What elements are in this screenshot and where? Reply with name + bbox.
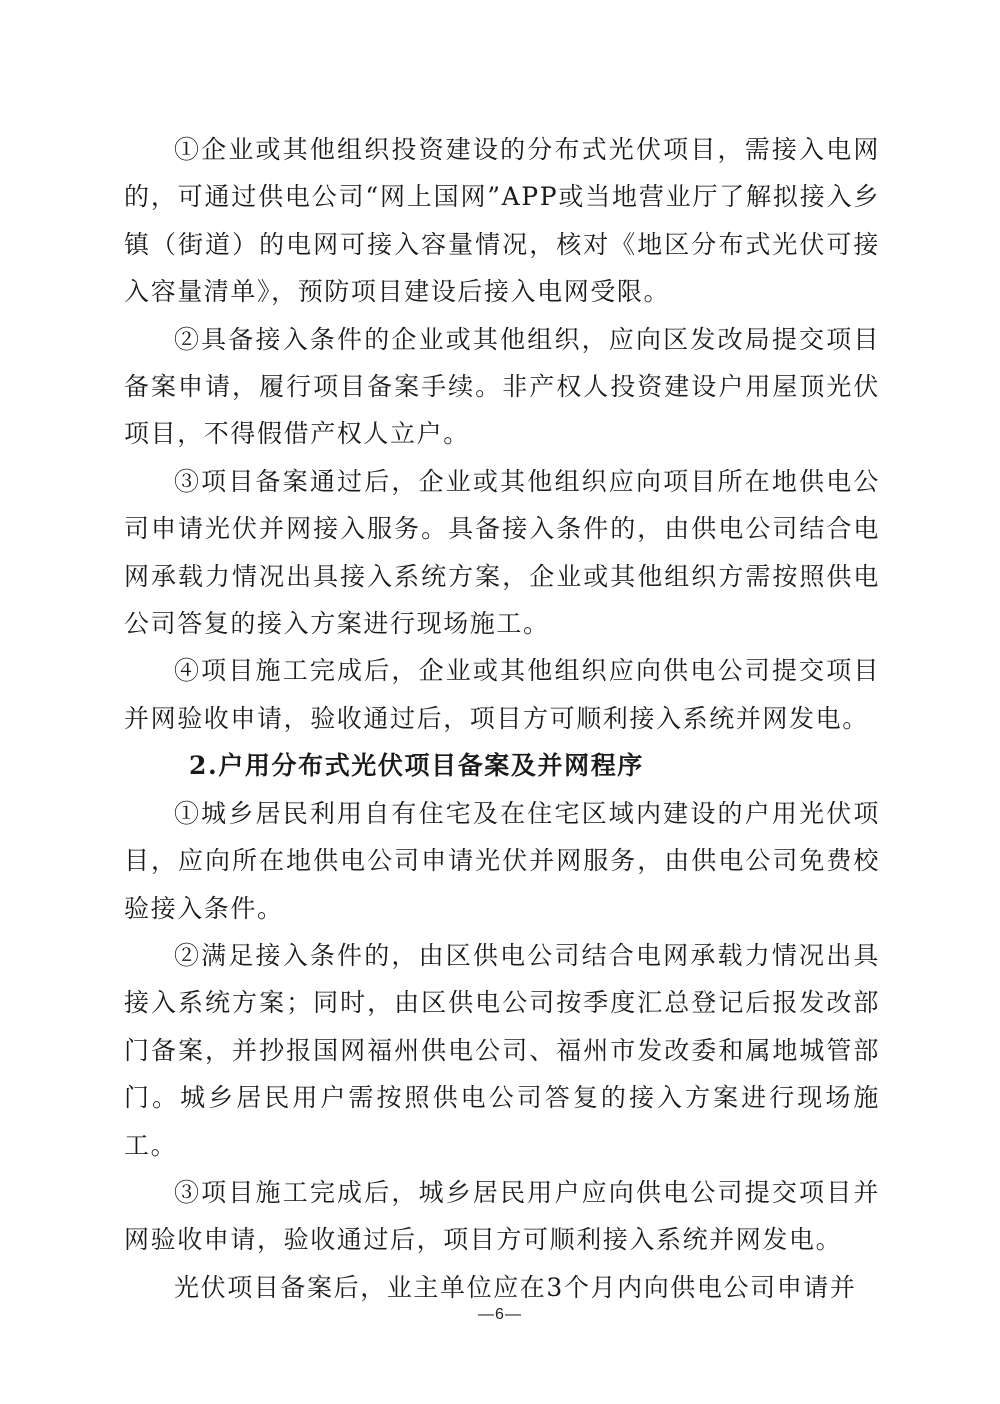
paragraph-household-step-1: ①城乡居民利用自有住宅及在住宅区域内建设的户用光伏项目，应向所在地供电公司申请光伏并网服务，由供电公司免费校验接入条件。 xyxy=(124,798,880,923)
document-body xyxy=(124,126,880,1311)
paragraph-enterprise-step-1: ①企业或其他组织投资建设的分布式光伏项目，需接入电网的，可通过供电公司“网上国网”APP或当地营业厅了解拟接入乡镇（街道）的电网可接入容量情况，核对《地区分布式光伏可接入容量清单》，预防项目建设后接入电网受限。 xyxy=(124,135,880,307)
paragraph-enterprise-step-3: ③项目备案通过后，企业或其他组织应向项目所在地供电公司申请光伏并网接入服务。具备接入条件的，由供电公司结合电网承载力情况出具接入系统方案，企业或其他组织方需按照供电公司答复的接入方案进行现场施工。 xyxy=(124,466,880,639)
page-number: —6— xyxy=(478,1306,522,1323)
paragraph-household-step-2: ②满足接入条件的，由区供电公司结合电网承载力情况出具接入系统方案；同时，由区供电公司按季度汇总登记后报发改部门备案，并抄报国网福州供电公司、福州市发改委和属地城管部门。城乡居民用户需按照供电公司答复的接入方案进行现场施工。 xyxy=(124,940,880,1160)
section-heading: 2.户用分布式光伏项目备案及并网程序 xyxy=(189,751,644,781)
paragraph-household-step-3: ③项目施工完成后，城乡居民用户应向供电公司提交项目并网验收申请，验收通过后，项目方可顺利接入系统并网发电。 xyxy=(124,1177,880,1255)
paragraph-enterprise-step-2: ②具备接入条件的企业或其他组织，应向区发改局提交项目备案申请，履行项目备案手续。非产权人投资建设户用屋顶光伏项目，不得假借产权人立户。 xyxy=(124,324,880,449)
paragraph-filing-deadline: 光伏项目备案后，业主单位应在3个月内向供电公司申请并 xyxy=(174,1272,857,1302)
paragraph-enterprise-step-4: ④项目施工完成后，企业或其他组织应向供电公司提交项目并网验收申请，验收通过后，项目方可顺利接入系统并网发电。 xyxy=(124,656,880,733)
